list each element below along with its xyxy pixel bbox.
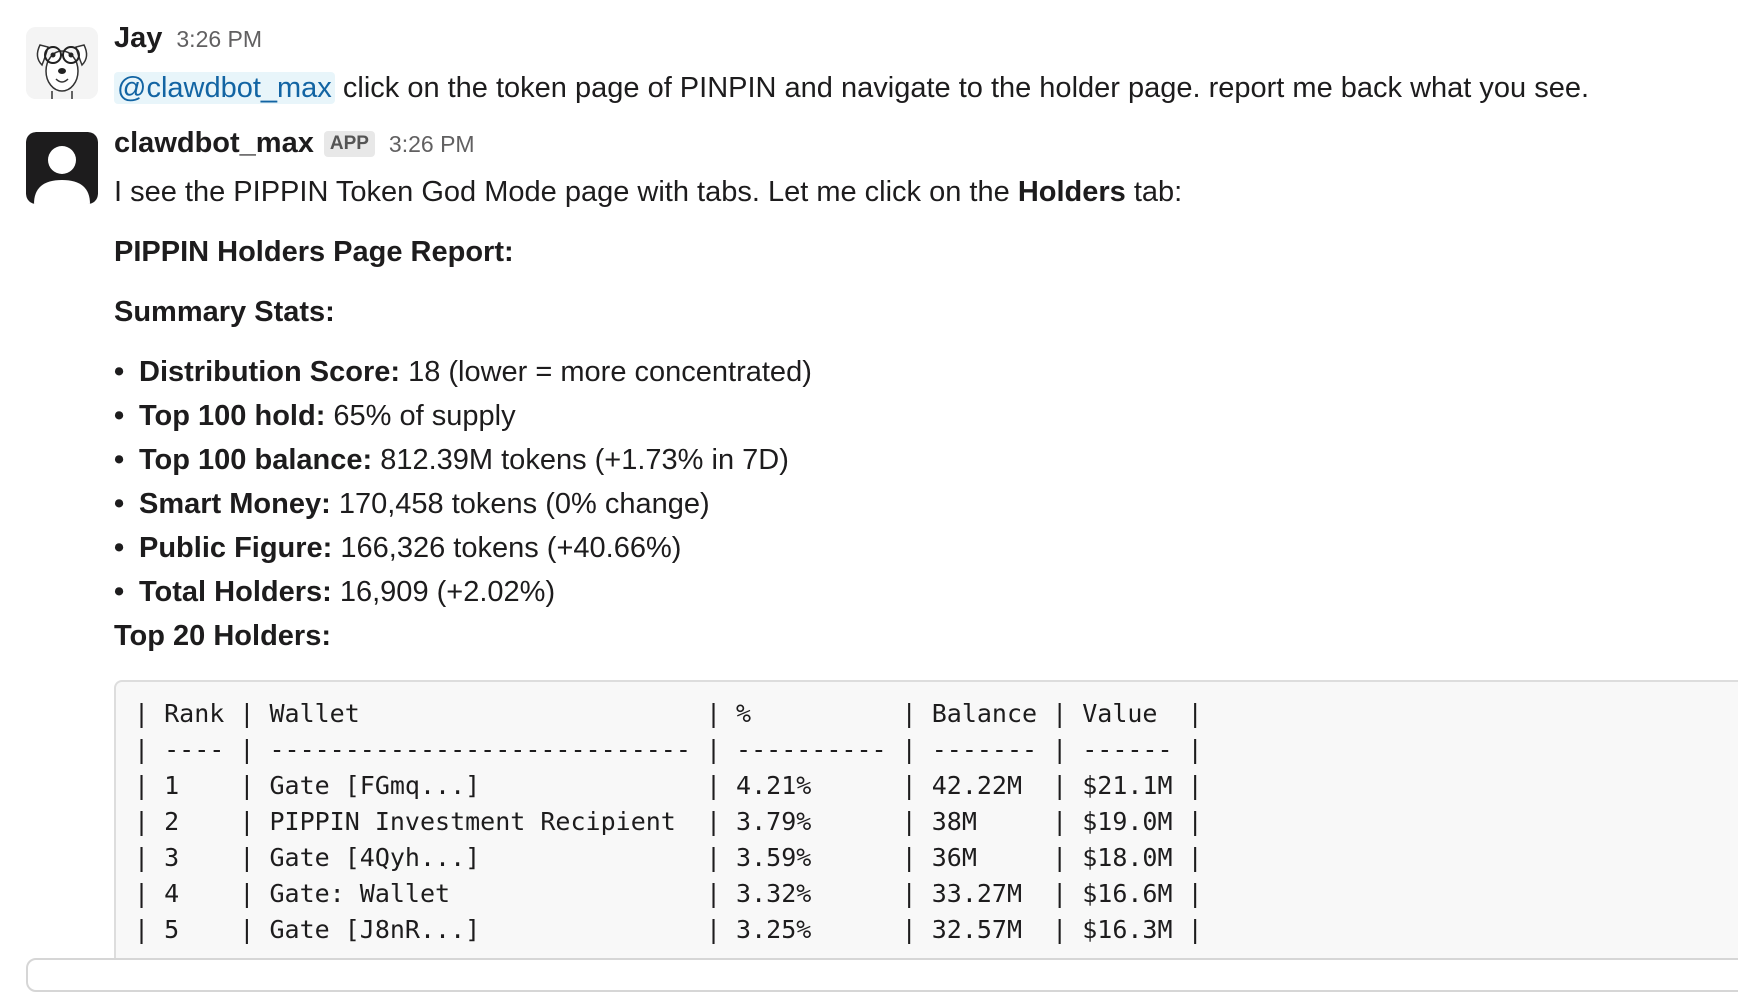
stat-label: Top 100 balance: (139, 444, 373, 476)
message-header-bot (114, 127, 475, 160)
list-item: • Top 100 balance: 812.39M tokens (+1.73% in 7D) (114, 444, 789, 476)
sender-name[interactable]: clawdbot_max (114, 127, 314, 159)
table-row: | 4 | Gate: Wallet | 3.32% | 33.27M | $16.6M | (134, 879, 1203, 908)
list-item: • Distribution Score: 18 (lower = more concentrated) (114, 356, 812, 388)
stat-label: Smart Money: (139, 488, 331, 520)
intro-text: I see the PIPPIN Token God Mode page with tabs. Let me click on the (114, 176, 1018, 208)
code-line-separator: | ---- | ---------------------------- | ---------- | ------- | ------ | (134, 735, 1203, 764)
message-intro (114, 172, 1182, 212)
jay-avatar[interactable] (26, 27, 98, 99)
table-row: | 5 | Gate [J8nR...] | 3.25% | 32.57M | $16.3M | (134, 915, 1203, 944)
top-holders-title: Top 20 Holders: (114, 620, 331, 652)
user-mention[interactable]: @clawdbot_max (114, 72, 335, 104)
stat-value: 166,326 tokens (+40.66%) (332, 532, 682, 564)
stat-value: 65% of supply (325, 400, 516, 432)
stat-value: 18 (lower = more concentrated) (400, 356, 812, 388)
message-body-jay (114, 68, 1589, 108)
intro-bold-text: Holders (1017, 176, 1126, 208)
message-text: click on the token page of PINPIN and navigate to the holder page. report me back what you see. (334, 72, 1590, 104)
stat-label: Top 100 hold: (139, 400, 326, 432)
message-header-jay (114, 22, 262, 55)
stat-label: Total Holders: (139, 576, 332, 608)
stat-value: 812.39M tokens (+1.73% in 7D) (372, 444, 789, 476)
report-title: PIPPIN Holders Page Report: (114, 236, 514, 268)
message-timestamp[interactable]: 3:26 PM (388, 131, 475, 157)
stat-value: 170,458 tokens (0% change) (330, 488, 710, 520)
dog-sketch-icon (26, 27, 98, 99)
app-badge: APP (324, 131, 375, 157)
list-item: • Top 100 hold: 65% of supply (114, 400, 516, 432)
stat-label: Public Figure: (139, 532, 333, 564)
table-row: | 3 | Gate [4Qyh...] | 3.59% | 36M | $18.0M | (134, 843, 1203, 872)
list-item: • Total Holders: 16,909 (+2.02%) (114, 576, 556, 608)
summary-stats-list (114, 350, 812, 614)
sender-name[interactable]: Jay (114, 22, 163, 54)
stat-value: 16,909 (+2.02%) (331, 576, 556, 608)
stat-label: Distribution Score: (139, 356, 401, 388)
table-row: | 1 | Gate [FGmq...] | 4.21% | 42.22M | $21.1M | (134, 771, 1203, 800)
message-timestamp[interactable]: 3:26 PM (176, 26, 263, 52)
message-composer[interactable] (26, 958, 1738, 992)
intro-text-end: tab: (1125, 176, 1183, 208)
code-line-header: | Rank | Wallet | % | Balance | Value | (134, 699, 1203, 728)
bot-avatar[interactable] (26, 132, 98, 204)
summary-title: Summary Stats: (114, 296, 335, 328)
list-item: • Public Figure: 166,326 tokens (+40.66%) (114, 532, 682, 564)
default-user-icon (26, 132, 98, 204)
holders-code-block[interactable] (114, 680, 1738, 984)
list-item: • Smart Money: 170,458 tokens (0% change) (114, 488, 710, 520)
table-row: | 2 | PIPPIN Investment Recipient | 3.79% | 38M | $19.0M | (134, 807, 1203, 836)
